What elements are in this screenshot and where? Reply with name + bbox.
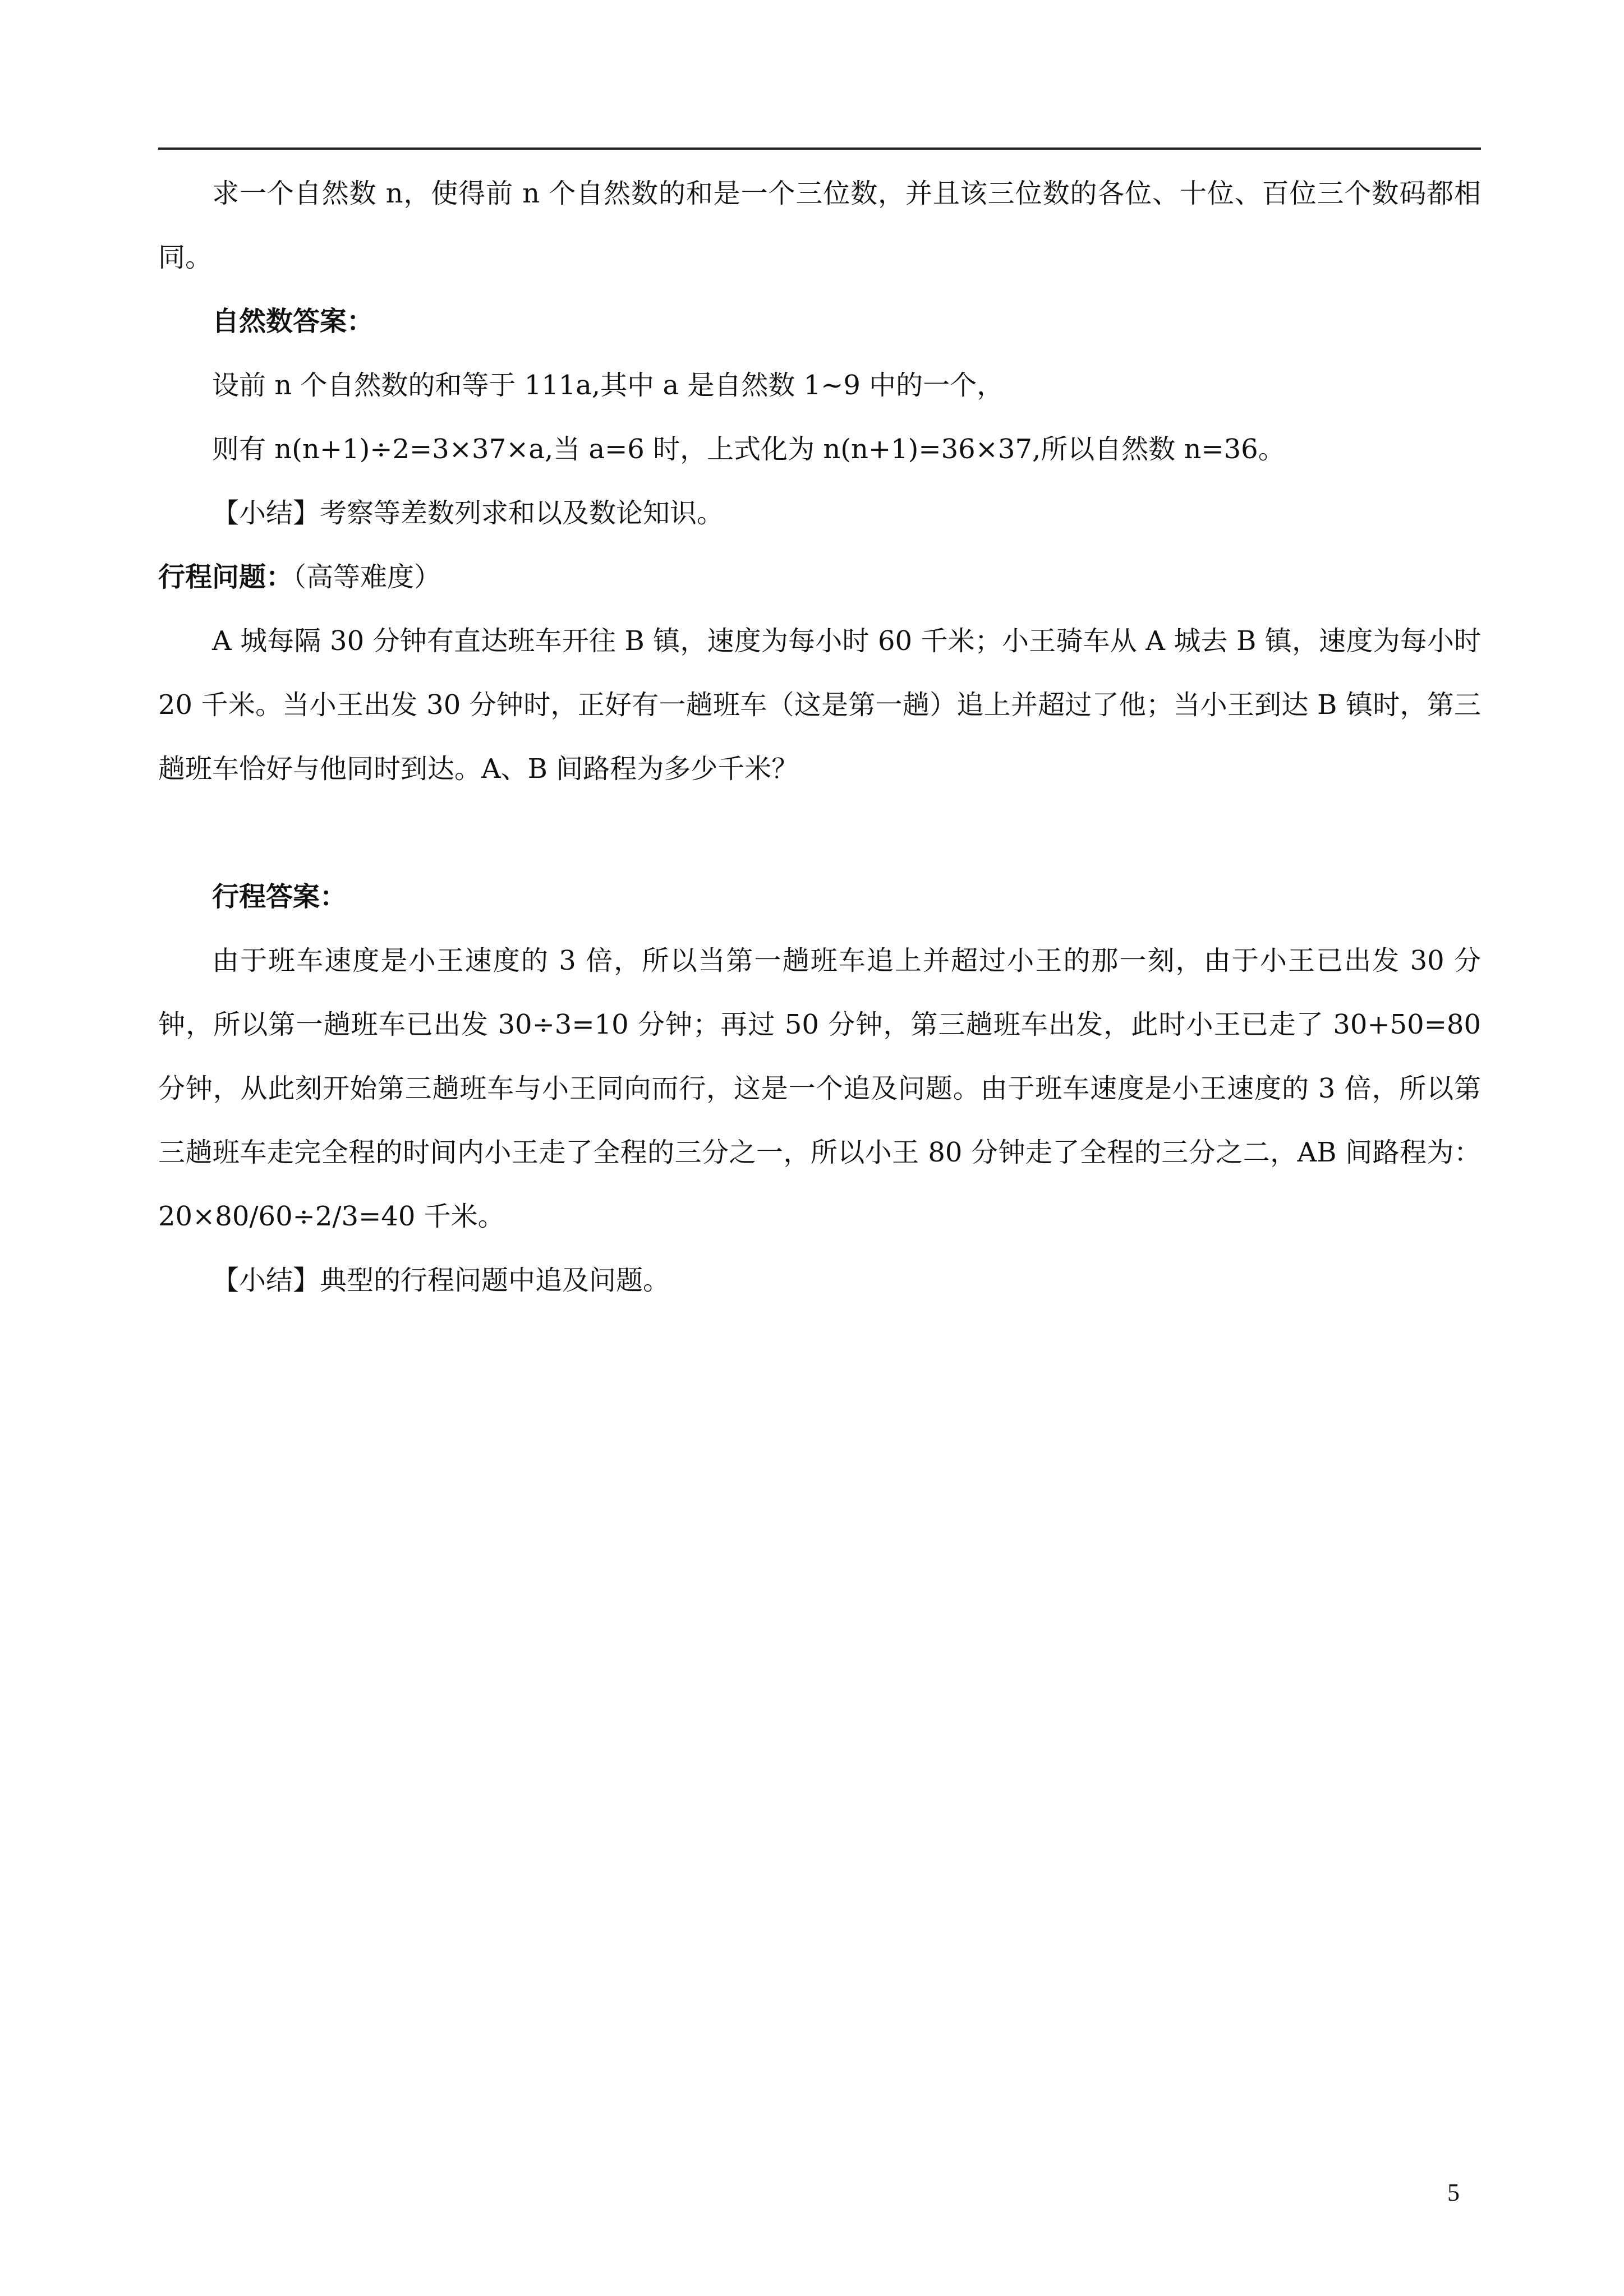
problem2-heading-line: [158, 545, 1481, 609]
problem2-answer: 由于班车速度是小王速度的 3 倍，所以当第一趟班车追上并超过小王的那一刻，由于小王已出发 30 分钟，所以第一趟班车已出发 30÷3=10 分钟；再过 50 分钟，第三趟班车出发，此时小王已走了 30+50=80 分钟，从此刻开始第三趟班车与小王同向而行，这是一个追及问题。由于班车速度是小王速度的 3 倍，所以第三趟班车走完全程的时间内小王走了全程的三分之一，所以小王 80 分钟走了全程的三分之二，AB 间路程为：20×80/60÷2/3=40 千米。: [158, 945, 1481, 1232]
header-rule: [158, 147, 1481, 150]
problem2-difficulty: （高等难度）: [293, 561, 441, 593]
page-content: [158, 162, 1481, 1312]
problem1-answer-line1: 设前 n 个自然数的和等于 111a,其中 a 是自然数 1~9 中的一个，: [212, 370, 1004, 401]
problem1-summary: 【小结】考察等差数列求和以及数论知识。: [212, 497, 724, 529]
problem1-question: 求一个自然数 n，使得前 n 个自然数的和是一个三位数，并且该三位数的各位、十位、百位三个数码都相同。: [158, 178, 1481, 273]
problem1-answer-heading: 自然数答案：: [212, 306, 374, 337]
page-number: 5: [1447, 2179, 1460, 2206]
problem2-answer-heading: 行程答案：: [212, 881, 347, 912]
problem2-heading: 行程问题：: [158, 561, 293, 593]
blank-line: [158, 801, 1481, 865]
problem1-answer-line2: 则有 n(n+1)÷2=3×37×a,当 a=6 时，上式化为 n(n+1)=36×37,所以自然数 n=36。: [212, 434, 1285, 465]
problem2-summary: 【小结】典型的行程问题中追及问题。: [212, 1265, 670, 1296]
problem2-question: A 城每隔 30 分钟有直达班车开往 B 镇，速度为每小时 60 千米；小王骑车从 A 城去 B 镇，速度为每小时 20 千米。当小王出发 30 分钟时，正好有一趟班车（这是第一趟）追上并超过了他；当小王到达 B 镇时，第三趟班车恰好与他同时到达。A、B 间路程为多少千米？: [158, 625, 1481, 785]
